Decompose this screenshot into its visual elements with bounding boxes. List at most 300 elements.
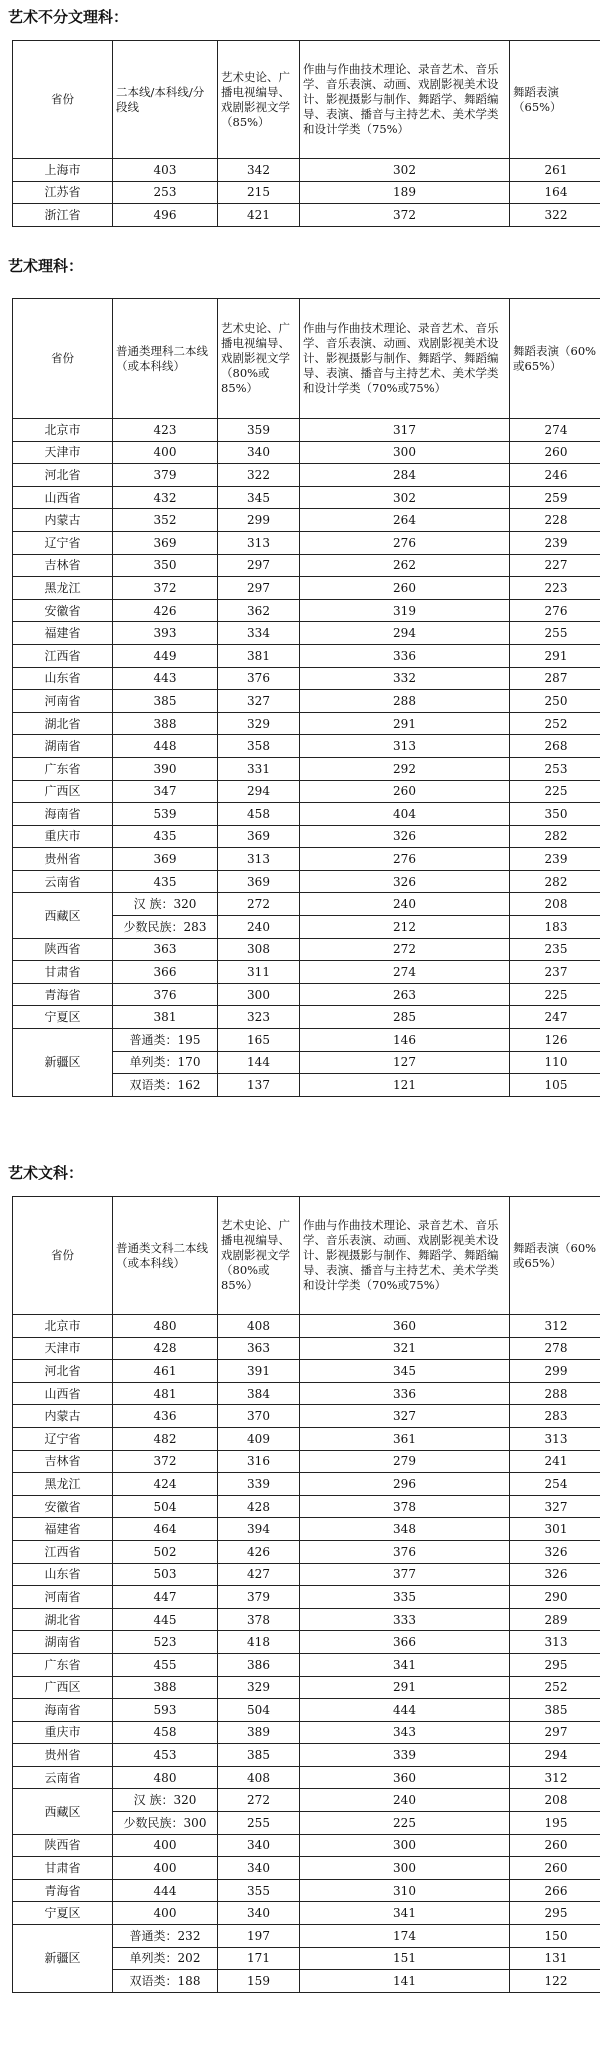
column-header: 舞蹈表演（65%） bbox=[510, 41, 600, 159]
score-cell: 262 bbox=[300, 554, 510, 577]
column-header: 省份 bbox=[13, 41, 113, 159]
baseline-cell: 385 bbox=[113, 690, 218, 713]
province-cell: 海南省 bbox=[13, 803, 113, 826]
table-row bbox=[13, 1857, 600, 1880]
score-cell: 276 bbox=[300, 848, 510, 871]
score-cell: 326 bbox=[510, 1540, 600, 1563]
score-cell: 278 bbox=[510, 1337, 600, 1360]
score-cell: 339 bbox=[218, 1473, 300, 1496]
baseline-cell: 449 bbox=[113, 644, 218, 667]
score-cell: 295 bbox=[510, 1902, 600, 1925]
table-row bbox=[13, 1360, 600, 1383]
score-cell: 333 bbox=[300, 1608, 510, 1631]
table-row bbox=[13, 1405, 600, 1428]
baseline-cell: 381 bbox=[113, 1006, 218, 1029]
baseline-cell: 496 bbox=[113, 204, 218, 227]
score-cell: 331 bbox=[218, 757, 300, 780]
score-cell: 122 bbox=[510, 1970, 600, 1993]
province-cell: 云南省 bbox=[13, 870, 113, 893]
score-cell: 300 bbox=[300, 1834, 510, 1857]
province-cell: 广东省 bbox=[13, 757, 113, 780]
score-cell: 302 bbox=[300, 486, 510, 509]
score-cell: 274 bbox=[510, 419, 600, 442]
table-row bbox=[13, 1608, 600, 1631]
table-row bbox=[13, 441, 600, 464]
score-cell: 264 bbox=[300, 509, 510, 532]
baseline-cell: 480 bbox=[113, 1766, 218, 1789]
score-cell: 376 bbox=[300, 1540, 510, 1563]
score-cell: 366 bbox=[300, 1631, 510, 1654]
baseline-cell: 253 bbox=[113, 181, 218, 204]
province-cell: 新疆区 bbox=[13, 1925, 113, 1993]
baseline-cell: 汉 族：320 bbox=[113, 893, 218, 916]
score-cell: 372 bbox=[300, 204, 510, 227]
baseline-cell: 445 bbox=[113, 1608, 218, 1631]
score-cell: 329 bbox=[218, 1676, 300, 1699]
province-cell: 湖北省 bbox=[13, 712, 113, 735]
baseline-cell: 379 bbox=[113, 464, 218, 487]
score-cell: 223 bbox=[510, 577, 600, 600]
score-cell: 458 bbox=[218, 803, 300, 826]
baseline-cell: 426 bbox=[113, 599, 218, 622]
score-cell: 409 bbox=[218, 1427, 300, 1450]
baseline-cell: 447 bbox=[113, 1586, 218, 1609]
province-cell: 山东省 bbox=[13, 1563, 113, 1586]
score-cell: 252 bbox=[510, 712, 600, 735]
score-cell: 291 bbox=[510, 644, 600, 667]
score-cell: 381 bbox=[218, 644, 300, 667]
table-row bbox=[13, 1902, 600, 1925]
score-cell: 334 bbox=[218, 622, 300, 645]
column-header: 作曲与作曲技术理论、录音艺术、音乐学、音乐表演、动画、戏剧影视美术设计、影视摄影与制作、舞蹈学、舞蹈编导、表演、播音与主持艺术、美术学类和设计学类（70%或75%） bbox=[300, 299, 510, 419]
column-header: 作曲与作曲技术理论、录音艺术、音乐学、音乐表演、动画、戏剧影视美术设计、影视摄影与制作、舞蹈学、舞蹈编导、表演、播音与主持艺术、美术学类和设计学类（70%或75%） bbox=[300, 1197, 510, 1315]
score-cell: 386 bbox=[218, 1653, 300, 1676]
table-row bbox=[13, 735, 600, 758]
score-cell: 378 bbox=[300, 1495, 510, 1518]
baseline-cell: 504 bbox=[113, 1495, 218, 1518]
province-cell: 辽宁省 bbox=[13, 531, 113, 554]
score-cell: 105 bbox=[510, 1074, 600, 1097]
score-cell: 266 bbox=[510, 1879, 600, 1902]
baseline-cell: 393 bbox=[113, 622, 218, 645]
score-cell: 225 bbox=[300, 1812, 510, 1835]
baseline-cell: 376 bbox=[113, 983, 218, 1006]
score-cell: 297 bbox=[218, 554, 300, 577]
score-cell: 110 bbox=[510, 1051, 600, 1074]
score-cell: 299 bbox=[510, 1360, 600, 1383]
score-cell: 340 bbox=[218, 1902, 300, 1925]
table-row bbox=[13, 870, 600, 893]
score-cell: 327 bbox=[510, 1495, 600, 1518]
score-cell: 340 bbox=[218, 1857, 300, 1880]
province-cell: 西藏区 bbox=[13, 893, 113, 938]
table-row bbox=[13, 893, 600, 916]
score-cell: 121 bbox=[300, 1074, 510, 1097]
score-cell: 294 bbox=[510, 1744, 600, 1767]
score-cell: 288 bbox=[300, 690, 510, 713]
score-cell: 326 bbox=[510, 1563, 600, 1586]
score-cell: 285 bbox=[300, 1006, 510, 1029]
score-cell: 259 bbox=[510, 486, 600, 509]
table-row bbox=[13, 1925, 600, 1948]
baseline-cell: 453 bbox=[113, 1744, 218, 1767]
score-cell: 289 bbox=[510, 1608, 600, 1631]
baseline-cell: 435 bbox=[113, 825, 218, 848]
table-row bbox=[13, 419, 600, 442]
baseline-cell: 432 bbox=[113, 486, 218, 509]
table-row bbox=[13, 757, 600, 780]
score-cell: 299 bbox=[218, 509, 300, 532]
score-cell: 336 bbox=[300, 644, 510, 667]
baseline-cell: 388 bbox=[113, 1676, 218, 1699]
table-row bbox=[13, 1721, 600, 1744]
score-cell: 237 bbox=[510, 961, 600, 984]
table-row bbox=[13, 531, 600, 554]
score-cell: 394 bbox=[218, 1518, 300, 1541]
score-cell: 240 bbox=[218, 916, 300, 939]
baseline-cell: 539 bbox=[113, 803, 218, 826]
score-cell: 240 bbox=[300, 1789, 510, 1812]
score-cell: 292 bbox=[300, 757, 510, 780]
score-cell: 313 bbox=[218, 531, 300, 554]
score-cell: 189 bbox=[300, 181, 510, 204]
score-cell: 282 bbox=[510, 825, 600, 848]
table-row bbox=[13, 1879, 600, 1902]
score-cell: 323 bbox=[218, 1006, 300, 1029]
score-cell: 291 bbox=[300, 1676, 510, 1699]
score-cell: 274 bbox=[300, 961, 510, 984]
table-row bbox=[13, 554, 600, 577]
score-cell: 376 bbox=[218, 667, 300, 690]
baseline-cell: 482 bbox=[113, 1427, 218, 1450]
province-cell: 新疆区 bbox=[13, 1029, 113, 1097]
score-cell: 329 bbox=[218, 712, 300, 735]
baseline-cell: 403 bbox=[113, 159, 218, 182]
score-cell: 313 bbox=[218, 848, 300, 871]
score-cell: 378 bbox=[218, 1608, 300, 1631]
table-row bbox=[13, 1766, 600, 1789]
baseline-cell: 372 bbox=[113, 1450, 218, 1473]
table-row bbox=[13, 961, 600, 984]
baseline-cell: 480 bbox=[113, 1315, 218, 1338]
province-cell: 河北省 bbox=[13, 464, 113, 487]
province-cell: 天津市 bbox=[13, 441, 113, 464]
score-cell: 215 bbox=[218, 181, 300, 204]
score-cell: 253 bbox=[510, 757, 600, 780]
score-cell: 246 bbox=[510, 464, 600, 487]
baseline-cell: 388 bbox=[113, 712, 218, 735]
province-cell: 吉林省 bbox=[13, 1450, 113, 1473]
score-cell: 358 bbox=[218, 735, 300, 758]
province-cell: 北京市 bbox=[13, 1315, 113, 1338]
score-cell: 369 bbox=[218, 825, 300, 848]
province-cell: 云南省 bbox=[13, 1766, 113, 1789]
section-title: 艺术不分文理科： bbox=[8, 8, 129, 26]
score-cell: 350 bbox=[510, 803, 600, 826]
baseline-cell: 444 bbox=[113, 1879, 218, 1902]
score-cell: 294 bbox=[218, 780, 300, 803]
score-cell: 255 bbox=[218, 1812, 300, 1835]
table-row bbox=[13, 803, 600, 826]
table-row bbox=[13, 1631, 600, 1654]
score-cell: 272 bbox=[218, 893, 300, 916]
table-row bbox=[13, 938, 600, 961]
column-header: 作曲与作曲技术理论、录音艺术、音乐学、音乐表演、动画、戏剧影视美术设计、影视摄影与制作、舞蹈学、舞蹈编导、表演、播音与主持艺术、美术学类和设计学类（75%） bbox=[300, 41, 510, 159]
table-row bbox=[13, 1450, 600, 1473]
table-row bbox=[13, 486, 600, 509]
baseline-cell: 单列类：202 bbox=[113, 1947, 218, 1970]
province-cell: 辽宁省 bbox=[13, 1427, 113, 1450]
score-cell: 241 bbox=[510, 1450, 600, 1473]
score-cell: 297 bbox=[218, 577, 300, 600]
province-cell: 青海省 bbox=[13, 983, 113, 1006]
score-cell: 427 bbox=[218, 1563, 300, 1586]
score-cell: 250 bbox=[510, 690, 600, 713]
table-row bbox=[13, 1834, 600, 1857]
table-row bbox=[13, 1540, 600, 1563]
baseline-cell: 400 bbox=[113, 1902, 218, 1925]
section-title: 艺术文科： bbox=[8, 1164, 84, 1182]
score-cell: 310 bbox=[300, 1879, 510, 1902]
baseline-cell: 普通类：195 bbox=[113, 1029, 218, 1052]
table-row bbox=[13, 1473, 600, 1496]
baseline-cell: 双语类：162 bbox=[113, 1074, 218, 1097]
score-cell: 174 bbox=[300, 1925, 510, 1948]
province-cell: 黑龙江 bbox=[13, 1473, 113, 1496]
score-cell: 300 bbox=[218, 983, 300, 1006]
score-cell: 212 bbox=[300, 916, 510, 939]
table-row bbox=[13, 1006, 600, 1029]
baseline-cell: 369 bbox=[113, 848, 218, 871]
baseline-cell: 400 bbox=[113, 1834, 218, 1857]
province-cell: 浙江省 bbox=[13, 204, 113, 227]
baseline-cell: 448 bbox=[113, 735, 218, 758]
score-cell: 360 bbox=[300, 1315, 510, 1338]
baseline-cell: 455 bbox=[113, 1653, 218, 1676]
table-row bbox=[13, 1789, 600, 1812]
score-cell: 126 bbox=[510, 1029, 600, 1052]
baseline-cell: 428 bbox=[113, 1337, 218, 1360]
province-cell: 陕西省 bbox=[13, 1834, 113, 1857]
table-row bbox=[13, 1518, 600, 1541]
score-cell: 208 bbox=[510, 1789, 600, 1812]
table-header-row bbox=[13, 41, 600, 159]
score-cell: 141 bbox=[300, 1970, 510, 1993]
column-header: 舞蹈表演（60%或65%） bbox=[510, 299, 600, 419]
baseline-cell: 366 bbox=[113, 961, 218, 984]
score-cell: 295 bbox=[510, 1653, 600, 1676]
score-cell: 260 bbox=[300, 577, 510, 600]
table-row bbox=[13, 983, 600, 1006]
score-cell: 313 bbox=[510, 1631, 600, 1654]
score-cell: 260 bbox=[510, 1834, 600, 1857]
table-row bbox=[13, 1337, 600, 1360]
score-cell: 321 bbox=[300, 1337, 510, 1360]
baseline-cell: 458 bbox=[113, 1721, 218, 1744]
score-cell: 428 bbox=[218, 1495, 300, 1518]
province-cell: 贵州省 bbox=[13, 1744, 113, 1767]
baseline-cell: 双语类：188 bbox=[113, 1970, 218, 1993]
province-cell: 重庆市 bbox=[13, 825, 113, 848]
score-cell: 377 bbox=[300, 1563, 510, 1586]
score-cell: 297 bbox=[510, 1721, 600, 1744]
province-cell: 福建省 bbox=[13, 1518, 113, 1541]
score-cell: 345 bbox=[218, 486, 300, 509]
score-cell: 255 bbox=[510, 622, 600, 645]
score-cell: 235 bbox=[510, 938, 600, 961]
score-cell: 336 bbox=[300, 1382, 510, 1405]
baseline-cell: 436 bbox=[113, 1405, 218, 1428]
score-cell: 279 bbox=[300, 1450, 510, 1473]
table-row bbox=[13, 622, 600, 645]
score-cell: 261 bbox=[510, 159, 600, 182]
score-cell: 313 bbox=[300, 735, 510, 758]
score-cell: 444 bbox=[300, 1699, 510, 1722]
province-cell: 甘肃省 bbox=[13, 961, 113, 984]
table-row bbox=[13, 825, 600, 848]
score-cell: 362 bbox=[218, 599, 300, 622]
province-cell: 山东省 bbox=[13, 667, 113, 690]
score-cell: 311 bbox=[218, 961, 300, 984]
score-cell: 137 bbox=[218, 1074, 300, 1097]
baseline-cell: 443 bbox=[113, 667, 218, 690]
province-cell: 安徽省 bbox=[13, 1495, 113, 1518]
province-cell: 北京市 bbox=[13, 419, 113, 442]
score-cell: 379 bbox=[218, 1586, 300, 1609]
score-cell: 146 bbox=[300, 1029, 510, 1052]
province-cell: 江西省 bbox=[13, 1540, 113, 1563]
score-cell: 183 bbox=[510, 916, 600, 939]
table-row bbox=[13, 1495, 600, 1518]
province-cell: 黑龙江 bbox=[13, 577, 113, 600]
score-cell: 159 bbox=[218, 1970, 300, 1993]
score-cell: 369 bbox=[218, 870, 300, 893]
table-row bbox=[13, 780, 600, 803]
table-row bbox=[13, 644, 600, 667]
baseline-cell: 单列类：170 bbox=[113, 1051, 218, 1074]
baseline-cell: 481 bbox=[113, 1382, 218, 1405]
score-cell: 240 bbox=[300, 893, 510, 916]
province-cell: 上海市 bbox=[13, 159, 113, 182]
province-cell: 湖南省 bbox=[13, 1631, 113, 1654]
province-cell: 内蒙古 bbox=[13, 1405, 113, 1428]
score-cell: 151 bbox=[300, 1947, 510, 1970]
score-cell: 421 bbox=[218, 204, 300, 227]
table-row bbox=[13, 1563, 600, 1586]
score-table bbox=[12, 298, 600, 1097]
score-cell: 322 bbox=[218, 464, 300, 487]
score-cell: 272 bbox=[300, 938, 510, 961]
baseline-cell: 435 bbox=[113, 870, 218, 893]
baseline-cell: 350 bbox=[113, 554, 218, 577]
province-cell: 广西区 bbox=[13, 1676, 113, 1699]
table-row bbox=[13, 1699, 600, 1722]
score-cell: 302 bbox=[300, 159, 510, 182]
score-cell: 361 bbox=[300, 1427, 510, 1450]
column-header: 省份 bbox=[13, 299, 113, 419]
score-cell: 290 bbox=[510, 1586, 600, 1609]
province-cell: 吉林省 bbox=[13, 554, 113, 577]
score-cell: 322 bbox=[510, 204, 600, 227]
score-cell: 260 bbox=[300, 780, 510, 803]
baseline-cell: 400 bbox=[113, 1857, 218, 1880]
score-cell: 370 bbox=[218, 1405, 300, 1428]
score-cell: 300 bbox=[300, 441, 510, 464]
province-cell: 河南省 bbox=[13, 1586, 113, 1609]
score-cell: 384 bbox=[218, 1382, 300, 1405]
score-cell: 316 bbox=[218, 1450, 300, 1473]
table-row bbox=[13, 204, 600, 227]
province-cell: 天津市 bbox=[13, 1337, 113, 1360]
score-cell: 171 bbox=[218, 1947, 300, 1970]
column-header: 艺术史论、广播电视编导、戏剧影视文学（80%或85%） bbox=[218, 1197, 300, 1315]
score-cell: 340 bbox=[218, 441, 300, 464]
score-cell: 276 bbox=[510, 599, 600, 622]
baseline-cell: 372 bbox=[113, 577, 218, 600]
section-title: 艺术理科： bbox=[8, 257, 84, 275]
province-cell: 西藏区 bbox=[13, 1789, 113, 1834]
score-cell: 355 bbox=[218, 1879, 300, 1902]
score-cell: 291 bbox=[300, 712, 510, 735]
baseline-cell: 400 bbox=[113, 441, 218, 464]
province-cell: 广东省 bbox=[13, 1653, 113, 1676]
score-cell: 284 bbox=[300, 464, 510, 487]
score-cell: 408 bbox=[218, 1766, 300, 1789]
score-cell: 296 bbox=[300, 1473, 510, 1496]
score-cell: 404 bbox=[300, 803, 510, 826]
score-cell: 276 bbox=[300, 531, 510, 554]
score-cell: 268 bbox=[510, 735, 600, 758]
score-cell: 312 bbox=[510, 1766, 600, 1789]
score-cell: 327 bbox=[218, 690, 300, 713]
table-row bbox=[13, 848, 600, 871]
score-cell: 359 bbox=[218, 419, 300, 442]
baseline-cell: 502 bbox=[113, 1540, 218, 1563]
baseline-cell: 461 bbox=[113, 1360, 218, 1383]
score-cell: 391 bbox=[218, 1360, 300, 1383]
province-cell: 青海省 bbox=[13, 1879, 113, 1902]
score-cell: 127 bbox=[300, 1051, 510, 1074]
score-cell: 335 bbox=[300, 1586, 510, 1609]
province-cell: 广西区 bbox=[13, 780, 113, 803]
baseline-cell: 464 bbox=[113, 1518, 218, 1541]
table-row bbox=[13, 1586, 600, 1609]
baseline-cell: 593 bbox=[113, 1699, 218, 1722]
column-header: 普通类文科二本线（或本科线） bbox=[113, 1197, 218, 1315]
table-header-row bbox=[13, 1197, 600, 1315]
score-cell: 341 bbox=[300, 1902, 510, 1925]
score-cell: 227 bbox=[510, 554, 600, 577]
table-row bbox=[13, 1029, 600, 1052]
score-cell: 263 bbox=[300, 983, 510, 1006]
baseline-cell: 503 bbox=[113, 1563, 218, 1586]
score-cell: 504 bbox=[218, 1699, 300, 1722]
score-cell: 348 bbox=[300, 1518, 510, 1541]
column-header: 省份 bbox=[13, 1197, 113, 1315]
score-cell: 345 bbox=[300, 1360, 510, 1383]
province-cell: 安徽省 bbox=[13, 599, 113, 622]
score-cell: 288 bbox=[510, 1382, 600, 1405]
score-cell: 144 bbox=[218, 1051, 300, 1074]
province-cell: 海南省 bbox=[13, 1699, 113, 1722]
score-cell: 312 bbox=[510, 1315, 600, 1338]
score-cell: 165 bbox=[218, 1029, 300, 1052]
score-cell: 327 bbox=[300, 1405, 510, 1428]
province-cell: 河北省 bbox=[13, 1360, 113, 1383]
baseline-cell: 汉 族：320 bbox=[113, 1789, 218, 1812]
province-cell: 贵州省 bbox=[13, 848, 113, 871]
score-cell: 225 bbox=[510, 983, 600, 1006]
